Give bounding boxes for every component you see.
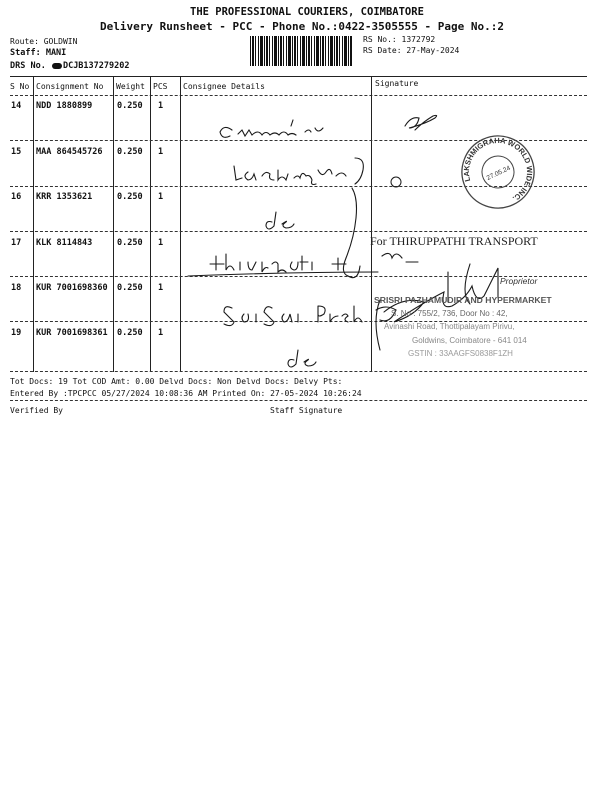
staff-label: Staff: MANI: [10, 48, 67, 58]
row-pcs: 1: [158, 283, 164, 293]
shop-gstin: GSTIN : 33AAGFS0838F1ZH: [408, 349, 513, 358]
drs-label: DRS No.: [10, 61, 46, 71]
row-weight: 0.250: [117, 328, 143, 338]
row-consignment-no: KUR 7001698361: [36, 328, 108, 338]
shop-address-1: S. No : 755/2, 736, Door No : 42,: [391, 309, 508, 318]
row-sno: 19: [11, 328, 22, 338]
shop-name: SRISRI PAZHAMUDIR AND HYPERMARKET: [374, 295, 552, 305]
world-wide-date: 27.05.24: [485, 164, 512, 182]
scribble-row-14: [220, 120, 323, 137]
row-consignment-no: KLK 8114843: [36, 238, 93, 248]
row-weight: 0.250: [117, 283, 143, 293]
proprietor-label: Proprietor: [500, 276, 538, 286]
world-wide-stamp: [458, 132, 538, 212]
row-pcs: 1: [158, 328, 164, 338]
drs-value: DCJB137279202: [62, 61, 130, 71]
col-header-weight: Weight: [116, 82, 145, 91]
row-sno: 17: [11, 238, 22, 248]
col-header-consignee: Consignee Details: [183, 82, 265, 91]
row-sno: 15: [11, 147, 22, 157]
row-sno: 18: [11, 283, 22, 293]
scribble-flourish: [188, 272, 396, 321]
row-consignment-no: KUR 7001698360: [36, 283, 108, 293]
row-pcs: 1: [158, 192, 164, 202]
runsheet-title: THE PROFESSIONAL COURIERS, COIMBATORE: [190, 6, 424, 18]
scribble-row-16: [266, 212, 294, 229]
row-weight: 0.250: [117, 238, 143, 248]
staff-signature: Staff Signature: [270, 406, 343, 415]
row-pcs: 1: [158, 238, 164, 248]
signature-row-14: [405, 115, 437, 130]
col-header-consignment: Consignment No: [36, 82, 104, 91]
entered-printed-line: Entered By :TPCPCC 05/27/2024 10:08:36 AM Printed On: 27-05-2024 10:26:24: [10, 389, 362, 398]
row-consignment-no: MAA 864545726: [36, 147, 103, 157]
col-header-sno: S No: [10, 82, 30, 91]
scribble-row-18: [224, 306, 362, 326]
shop-address-3: Goldwins, Coimbatore - 641 014: [412, 336, 527, 345]
route-label: Route: GOLDWIN: [10, 37, 78, 46]
row-pcs: 1: [158, 101, 164, 111]
scribble-circle: [391, 177, 401, 187]
row-pcs: 1: [158, 147, 164, 157]
row-weight: 0.250: [117, 101, 143, 111]
row-weight: 0.250: [117, 147, 143, 157]
transport-stamp: For THIRUPPATHI TRANSPORT: [370, 234, 538, 248]
row-consignment-no: NDD 1880899: [36, 101, 93, 111]
rs-number: RS No.: 1372792: [363, 35, 436, 44]
scribble-row-15: [234, 166, 346, 185]
col-header-signature: Signature: [375, 79, 419, 88]
signature-transport: [382, 253, 418, 262]
shop-address-2: Avinashi Road, Thottipalayam Pirivu,: [384, 322, 515, 331]
scribble-row-19: [288, 350, 316, 367]
totals-line: Tot Docs: 19 Tot COD Amt: 0.00 Delvd Docs: Non Delvd Docs: Delvy Pts:: [10, 377, 343, 386]
world-wide-ring-path: LAKSHMIGRAHA WORLD WIDE INC.: [461, 135, 535, 204]
row-sno: 16: [11, 192, 22, 202]
scribble-row-17: [210, 254, 346, 272]
col-header-pcs: PCS: [153, 82, 168, 91]
row-consignment-no: KRR 1353621: [36, 192, 93, 202]
runsheet-subtitle: Delivery Runsheet - PCC - Phone No.:0422-3505555 - Page No.:2: [100, 20, 504, 33]
verified-by: Verified By: [10, 406, 63, 415]
footer-rule: [10, 400, 587, 401]
rs-date: RS Date: 27-May-2024: [363, 46, 460, 55]
row-weight: 0.250: [117, 192, 143, 202]
row-sno: 14: [11, 101, 22, 111]
